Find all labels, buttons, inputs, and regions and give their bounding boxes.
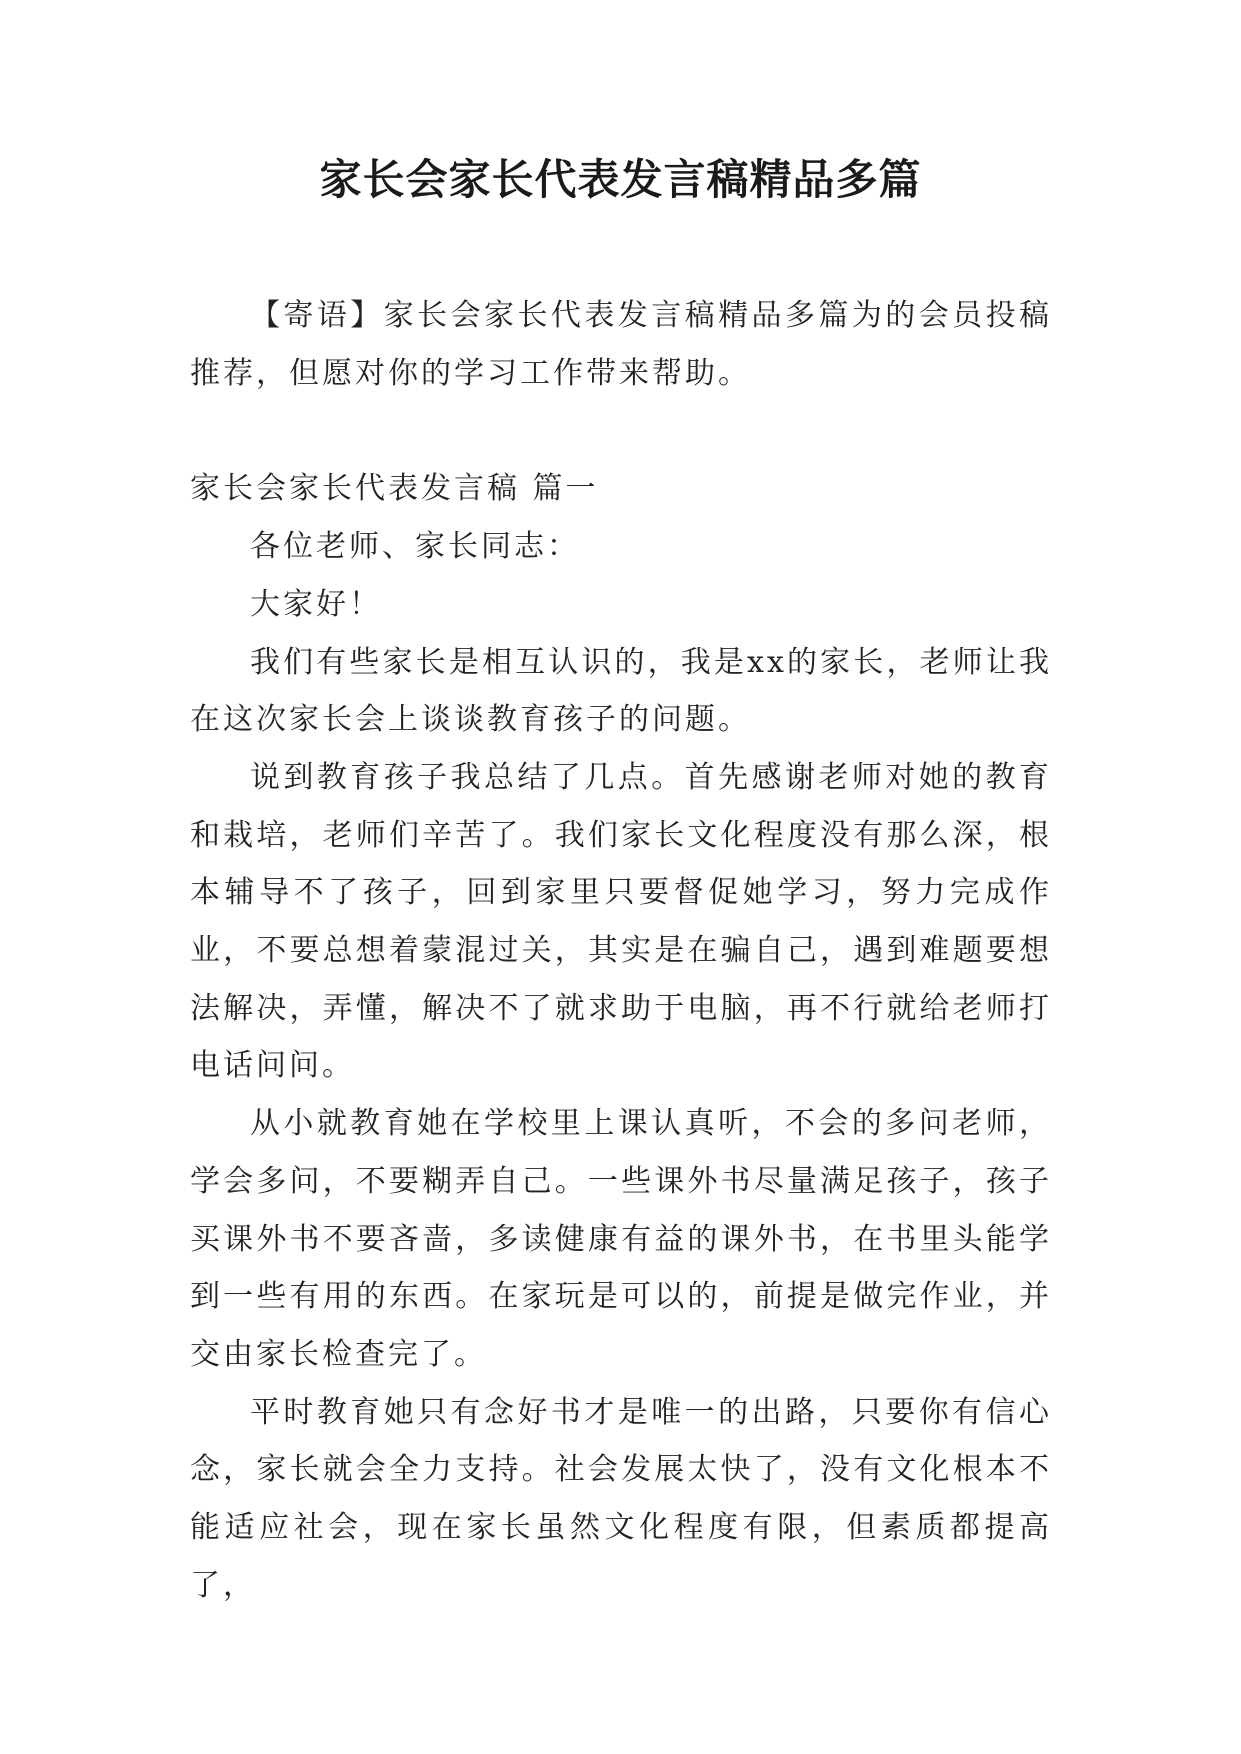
body-paragraph: 我们有些家长是相互认识的，我是xx的家长，老师让我在这次家长会上谈谈教育孩子的问题。: [190, 644, 1052, 738]
body-paragraph: 说到教育孩子我总结了几点。首先感谢老师对她的教育和栽培，老师们辛苦了。我们家长文化程度没有那么深，根本辅导不了孩子，回到家里只要督促她学习，努力完成作业，不要总想着蒙混过关，其实是在骗自己，遇到难题要想法解决，弄懂，解决不了就求助于电脑，再不行就给老师打电话问问。: [190, 759, 1052, 1084]
body-paragraph: 从小就教育她在学校里上课认真听，不会的多问老师，学会多问，不要糊弄自己。一些课外书尽量满足孩子，孩子买课外书不要吝啬，多读健康有益的课外书，在书里头能学到一些有用的东西。在家玩是可以的，前提是做完作业，并交由家长检查完了。: [190, 1106, 1052, 1372]
intro-paragraph: 【寄语】家长会家长代表发言稿精品多篇为的会员投稿推荐，但愿对你的学习工作带来帮助。: [190, 298, 1052, 391]
document-title: 家长会家长代表发言稿精品多篇: [319, 155, 922, 204]
paragraph-gap: [190, 402, 1052, 460]
section-heading: 家长会家长代表发言稿 篇一: [190, 471, 599, 507]
greeting-paragraph: 大家好！: [250, 586, 382, 622]
salutation-paragraph: 各位老师、家长同志：: [250, 529, 580, 565]
body-paragraph: 平时教育她只有念好书才是唯一的出路，只要你有信心念，家长就会全力支持。社会发展太快了，没有文化根本不能适应社会，现在家长虽然文化程度有限，但素质都提高了，: [190, 1394, 1052, 1603]
document-body: [190, 287, 1052, 1614]
